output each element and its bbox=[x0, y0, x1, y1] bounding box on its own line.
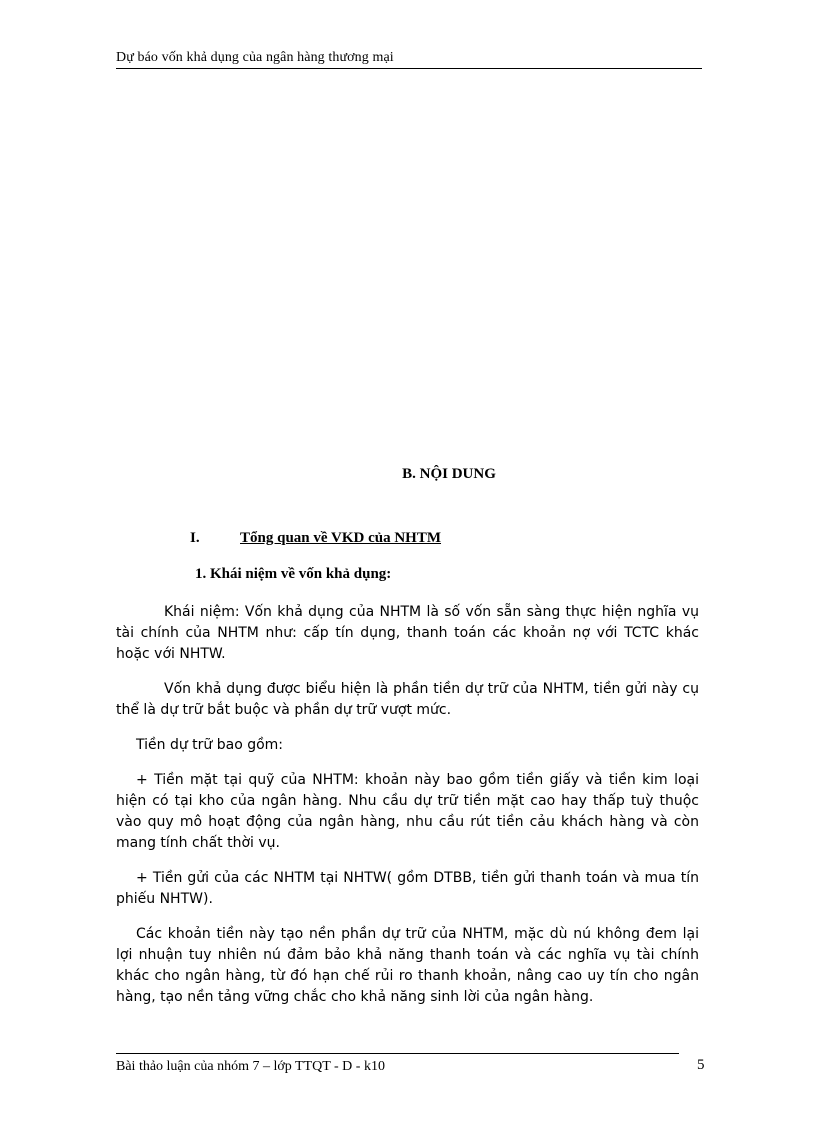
page-number: 5 bbox=[697, 1057, 705, 1073]
heading-2: 1. Khái niệm về vốn khả dụng: bbox=[195, 566, 392, 582]
footer-divider bbox=[116, 1053, 679, 1054]
page-footer: Bài thảo luận của nhóm 7 – lớp TTQT - D - k10 bbox=[116, 1059, 385, 1074]
paragraph-cash: + Tiền mặt tại quỹ của NHTM: khoản này bao gồm tiền giấy và tiền kim loại hiện có tại kho của ngân hàng. Nhu cầu dự trữ tiền mặt cao hay thấp tuỳ thuộc vào quy mô hoạt động của ngân hàng, nhu cầu rút tiền cảu khách hàng và còn mang tính chất thời vụ. bbox=[116, 772, 699, 851]
section-title: B. NỘI DUNG bbox=[402, 466, 496, 482]
paragraph-definition: Khái niệm: Vốn khả dụng của NHTM là số vốn sẵn sàng thực hiện nghĩa vụ tài chính của NHTM như: cấp tín dụng, thanh toán các khoản nợ với TCTC khác hoặc với NHTW. bbox=[116, 604, 699, 662]
heading-1-number: I. bbox=[190, 530, 200, 546]
paragraph-reserves-intro: Tiền dự trữ bao gồm: bbox=[136, 737, 284, 753]
paragraph-expression: Vốn khả dụng được biểu hiện là phần tiền dự trữ của NHTM, tiền gửi này cụ thể là dự trữ bắt buộc và phần dự trữ vượt mức. bbox=[116, 681, 699, 718]
paragraph-deposits: + Tiền gửi của các NHTM tại NHTW( gồm DTBB, tiền gửi thanh toán và mua tín phiếu NHTW). bbox=[116, 870, 699, 907]
body-text bbox=[116, 602, 699, 1022]
paragraph-summary: Các khoản tiền này tạo nền phần dự trữ của NHTM, mặc dù nú không đem lại lợi nhuận tuy nhiên nú đảm bảo khả năng thanh toán và các nghĩa vụ tài chính khác cho ngân hàng, từ đó hạn chế rủi ro thanh khoản, nâng cao uy tín cho ngân hàng, tạo nền tảng vững chắc cho khả năng sinh lời của ngân hàng. bbox=[116, 926, 699, 1005]
heading-1 bbox=[190, 530, 441, 547]
page-header: Dự báo vốn khả dụng của ngân hàng thương mại bbox=[116, 50, 702, 69]
heading-1-text: Tổng quan về VKD của NHTM bbox=[240, 530, 442, 546]
